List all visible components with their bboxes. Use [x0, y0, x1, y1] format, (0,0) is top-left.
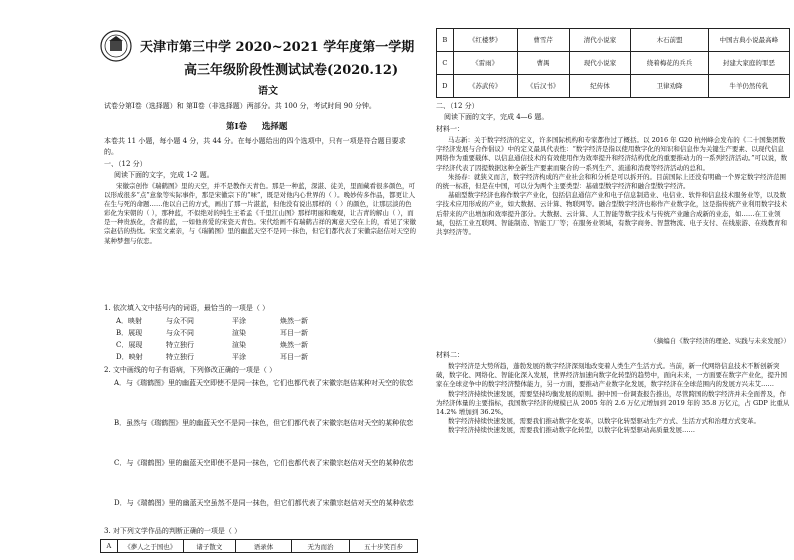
right-column [428, 0, 794, 560]
q2-option-a[interactable]: A．与《瑞鹤图》里的幽蓝天空即使不是同一抹色，它们也都代表了宋徽宗赵佶某种对天空的依恋 [114, 379, 414, 387]
material-one-paragraph: 马志新：关于数字经济的定义，许多国际机构和专家都作过了概括。以 2016 年 G20 杭州峰会发布的《二十国集团数字经济发展与合作倡议》中的定义最具代表性：“数字经济是指以使用数字化的知识和信息作为关键生产要素、以现代信息网络作为重要载体、以信息通信技术的有效使用作为效率提升和经济结构优化的重要推动力的一系列经济活动。”可以说，数字经济代表了因提数据这种全新生产要素而聚合的一系列生产、流通和消费等经济活动的总和。 [436, 136, 788, 172]
material-two-label: 材料二： [436, 351, 464, 359]
material-one-paragraph: 朱扬春：就狭义而言，数字经济构成的产业社会和和分析是可以拆开的。目前国际上还没有明确一个界定数字经济范围的统一标准，但是在中国，可以分为两个主要类型：基础型数字经济和融合型数字经济。 [436, 172, 786, 191]
table-row[interactable]: B 《红楼梦》 曹雪芹 清代小说家 木石前盟 中国古典小说最高峰 [437, 29, 790, 52]
question-2: 2. 文中画线的句子有语病，下列修改正确的一项是（ ） [104, 366, 277, 374]
q3-table-row-a [100, 539, 418, 553]
material-one-label: 材料一： [436, 125, 464, 133]
section1-heading: 一、（12 分） [104, 160, 147, 168]
question-3: 3. 对下列文学作品的判断正确的一项是（ ） [104, 527, 242, 535]
q1-option-a[interactable]: A．映射 与众不同 平涂 焕然一新 [116, 317, 308, 325]
material-two-text [436, 362, 790, 558]
material-one-paragraph: 基础型数字经济也称作数字产业化，包括信息通信产业和电子信息制造业、电信业、软件和信息技术服务业等，以及数字技术应用形成的产业，如大数据、云计算、物联网等。融合型数字经济也称作产业数字化，这是指传统产业利用数字技术后带来的产出增加和效率提升部分。大数据、云计算、人工智能等数字技术与传统产业融合成新的业态，如……在工业领域，包括工业互联网、智能制造、智能工厂等；在服务业领域，有数字商务、智慧物流、电子支付、在线旅游、在线教育和共享经济等。 [436, 191, 787, 237]
section2-intro: 阅读下面的文字，完成 4—6 题。 [444, 113, 549, 121]
q1-option-b[interactable]: B．展现 与众不同 渲染 耳目一新 [116, 329, 308, 337]
material-two-paragraph: 数字经济是大势所趋，蓬勃发展的数字经济深刻地改变着人类生产生活方式。当前，新一代网络信息技术不断创新突破，数字化、网络化、智能化深入发展，世界经济加速向数字化转型的趋势中，面向未来，一方面要在数字产业化，提升国家在全球竞争中的数字经济整体能力，另一方面，要推动产业数字化发展，数字经济在全球范围内的发展方兴未艾…… [436, 362, 787, 389]
part-one-heading: 第Ⅰ卷 选择题 [226, 122, 288, 132]
table-row[interactable]: A 《夢人之于国也》 诸子散文 语录体 无为而治 五十步笑百步 [101, 540, 418, 553]
material-one-source: （摘编自《数字经济的理论、实践与未来发展》） [650, 337, 790, 345]
material-two-paragraph: 数字经济持续快速发展，需要我们推动数字化转型，以数字化转型驱动高质量发展…… [448, 426, 695, 435]
section1-intro: 阅读下面的文字，完成 1-2 题。 [114, 171, 214, 179]
exam-note: 试卷分第Ⅰ卷（选择题）和 第Ⅱ卷（非选择题）两部分。共 100 分，考试时间 90 分钟。 [104, 102, 376, 110]
q2-option-d[interactable]: D．与《瑞鹤图》里的幽蓝天空虽然不是同一抹色，但它们都代表了宋徽宗赵佶对天空的某种依恋 [114, 499, 414, 507]
material-two-paragraph: 数字经济持续快速发展，需要坚持均衡发展的原则。据中国一份调查报告推出，尽管跨国的数字经济并未全面普及，作为经济体量的主要指标，我国数字经济的规模已从 2005 年的 2.6 万亿元增加到 2019 年的 35.8 万亿元，占 GDP 比重从 14.2% 增加到 36.2%。 [436, 389, 790, 417]
table-row[interactable]: D 《苏武传》 《后汉书》 纪传体 卫律劝降 牛羊仍然传乳 [437, 75, 790, 98]
section2-heading: 二、（12 分） [436, 102, 479, 110]
school-seal-icon [100, 30, 132, 62]
section1-passage: 宋徽宗创作《瑞鹤图》里的天空，并不是教作天青色。那是一种蓝，深湛、徒美，里面藏看很多颜色，可以形成很多“点”意象等实际事件，那是宋徽宗下的“味”，既是对他内心世界的（ ）。晚妙传多作品，都更让人在生与死的命题……他以自己的方式，画出了那一片湛蓝，但他没有说出那样的（ ）的颜色，让那层淡的色彩化为宋朝的（ ），那种蓝，不似绝对的纯生王希孟《千里江山图》那样明丽和晚观，让吉青的解山（ ），而是一种贵族化，含蓄的蓝，一如他喜爱的宋瓷天青色。宋代绘画不有瑞鹤吉祥的寓意天空在上的，看见了宋徽宗赵佶的热忱。宋室文素亲，与《瑞鹤图》里的幽蓝天空不是同一抹色，但它们都代表了宋徽宗赵佶对天空的某种梦想与依恋。 [104, 182, 416, 245]
q3-table-continued [436, 28, 790, 98]
exam-title-line2: 高三年级阶段性测试试卷(2020.12) [184, 63, 399, 78]
q2-option-b[interactable]: B．虽然与《瑞鹤图》里的幽蓝天空不是同一抹色，但它们都代表了宋徽宗赵佶对天空的某种依恋 [114, 419, 414, 427]
instructions: 本卷共 11 小题，每小题 4 分，共 44 分。在每小题给出的四个选项中，只有一项是符合题目要求的。 [104, 137, 406, 156]
q2-option-c[interactable]: C．与《瑞鹤图》里的幽蓝天空即使不是同一抹色，它们也都代表了宋徽宗赵佶对天空的某种依恋 [114, 459, 414, 467]
question-1: 1. 依次填入文中括号内的词语，最恰当的一项是（ ） [104, 304, 270, 312]
exam-title-line1: 天津市第三中学 2020~2021 学年度第一学期 [140, 40, 415, 55]
table-row[interactable]: C 《雷雨》 曹禺 现代小说家 绕着梅花的兵兵 封建大家庭的罪恶 [437, 52, 790, 75]
q1-option-c[interactable]: C．展现 特立独行 渲染 焕然一新 [116, 341, 308, 349]
material-two-paragraph: 数字经济持续快速发展，需要我们推动数字化变革，以数字化转型驱动生产方式、生活方式和治理方式变革。 [448, 417, 760, 426]
material-one-text [436, 136, 790, 366]
subject-label: 语文 [258, 86, 278, 97]
q1-option-d[interactable]: D．映射 特立独行 平涂 耳目一新 [116, 353, 308, 361]
